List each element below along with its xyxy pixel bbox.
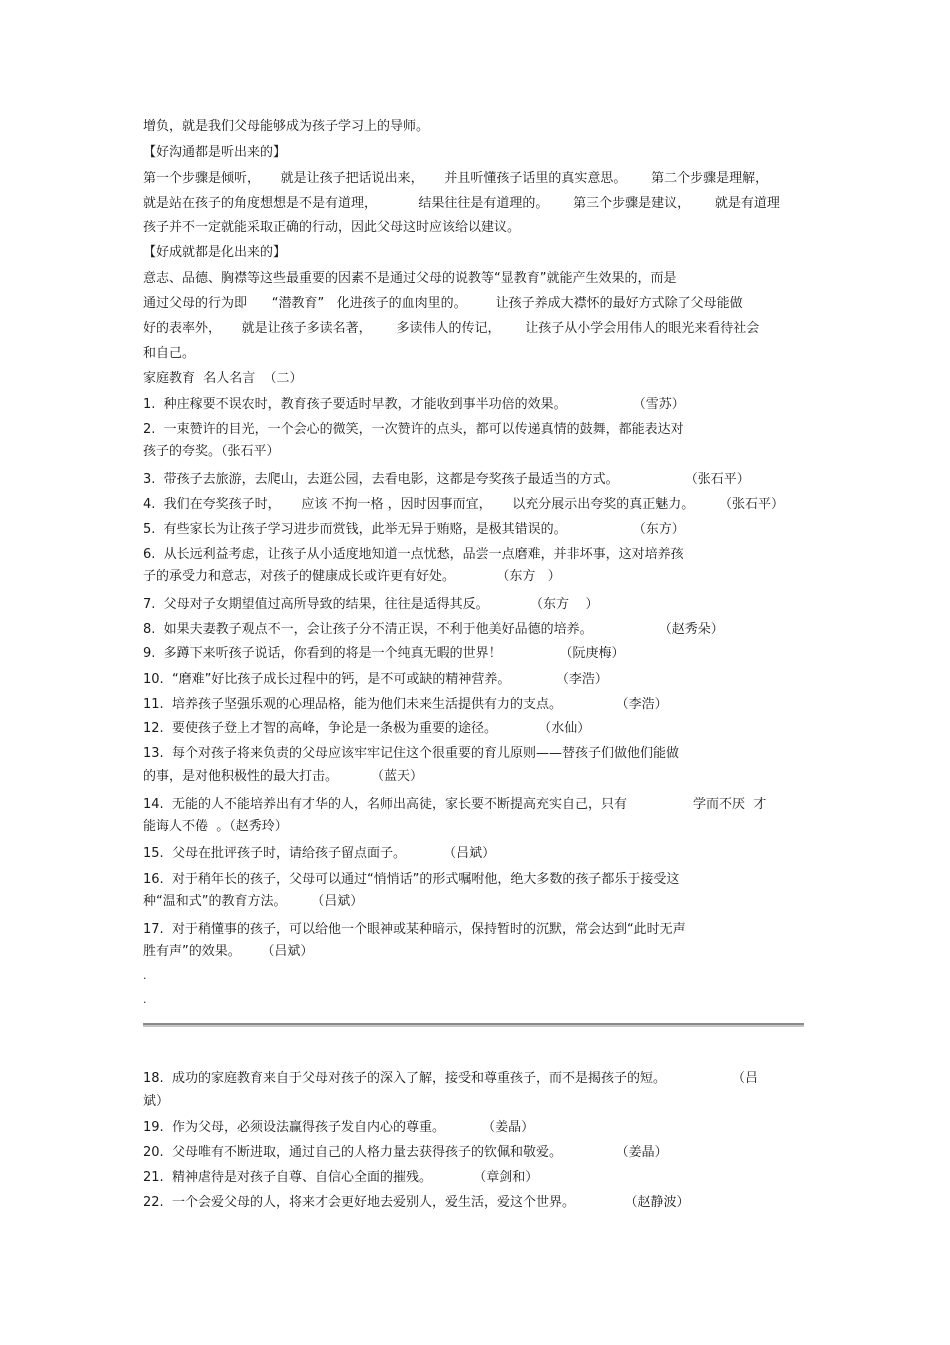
quote-item: 10. “磨难”好比孩子成长过程中的钙，是不可或缺的精神营养。 （李浩）: [143, 672, 608, 687]
quote-item: 5. 有些家长为让孩子学习进步而赏钱，此举无异于贿赂，是极其错误的。 （东方）: [143, 522, 685, 537]
page-divider: [143, 1023, 804, 1027]
quote-item-continued: 能诲人不倦 。（赵秀玲）: [143, 819, 288, 834]
quote-item: 19. 作为父母，必须设法赢得孩子发自内心的尊重。 （姜晶）: [143, 1120, 535, 1135]
quote-item: 15. 父母在批评孩子时，请给孩子留点面子。 （吕斌）: [143, 846, 496, 861]
quote-item: 4. 我们在夸奖孩子时， 应该 不拘一格 ，因时因事而宜， 以充分展示出夸奖的真正魅力。 （张石平）: [143, 497, 785, 512]
end-mark: .: [143, 969, 147, 982]
quote-item: 14. 无能的人不能培养出有才华的人，名师出高徒，家长要不断提高充实自己，只有 学而不厌 才: [143, 797, 767, 812]
quote-item: 1. 种庄稼要不误农时，教育孩子要适时早教，才能收到事半功倍的效果。 （雪苏）: [143, 397, 685, 412]
quote-item: 2. 一束赞许的目光，一个会心的微笑，一次赞许的点头，都可以传递真情的鼓舞，都能表达对: [143, 422, 684, 437]
section-heading: 【好沟通都是听出来的】: [143, 145, 287, 160]
quote-item: 7. 父母对子女期望值过高所导致的结果，往往是适得其反。 （东方 ）: [143, 597, 599, 612]
quote-item: 12. 要使孩子登上才智的高峰，争论是一条极为重要的途径。 （水仙）: [143, 721, 591, 736]
text-line: 好的表率外， 就是让孩子多读名著， 多读伟人的传记， 让孩子从小学会用伟人的眼光来看待社会: [143, 321, 760, 336]
quote-item-continued: 斌）: [143, 1094, 170, 1109]
quote-item: 17. 对于稍懂事的孩子，可以给他一个眼神或某种暗示，保持暂时的沉默，常会达到“此时无声: [143, 922, 686, 937]
end-mark: .: [143, 993, 147, 1006]
text-line: 增负，就是我们父母能够成为孩子学习上的导师。: [143, 119, 430, 134]
section-heading: 【好成就都是化出来的】: [143, 245, 287, 260]
quote-item-continued: 孩子的夸奖。（张石平）: [143, 444, 280, 459]
quote-item-continued: 子的承受力和意志，对孩子的健康成长或许更有好处。 （东方 ）: [143, 569, 561, 584]
quote-item: 18. 成功的家庭教育来自于父母对孩子的深入了解，接受和尊重孩子，而不是揭孩子的短。 （吕: [143, 1071, 759, 1086]
quote-item: 9. 多蹲下来听孩子说话，你看到的将是一个纯真无暇的世界！ （阮庚梅）: [143, 646, 625, 661]
quote-item: 6. 从长远利益考虑，让孩子从小适度地知道一点忧愁，品尝一点磨难，并非坏事，这对培养孩: [143, 547, 684, 562]
section-heading: 家庭教育 名人名言 （二）: [143, 371, 303, 386]
quote-item: 8. 如果夫妻教子观点不一，会让孩子分不清正误，不利于他美好品德的培养。 （赵秀朵）: [143, 622, 724, 637]
quote-item: 3. 带孩子去旅游，去爬山，去逛公园，去看电影，这都是夸奖孩子最适当的方式。 （张石平）: [143, 472, 750, 487]
text-line: 孩子并不一定就能采取正确的行动，因此父母这时应该给以建议。: [143, 220, 521, 235]
text-line: 和自己。: [143, 346, 196, 361]
quote-item-continued: 种“温和式”的教育方法。 （吕斌）: [143, 894, 364, 909]
quote-item: 16. 对于稍年长的孩子，父母可以通过“悄悄话”的形式嘱咐他，绝大多数的孩子都乐于接受这: [143, 872, 680, 887]
quote-item: 13. 每个对孩子将来负责的父母应该牢牢记住这个很重要的育儿原则——替孩子们做他们能做: [143, 746, 679, 761]
text-line: 意志、品德、胸襟等这些最重要的因素不是通过父母的说教等“显教育”就能产生效果的，而是: [143, 271, 677, 286]
text-line: 就是站在孩子的角度想想是不是有道理， 结果往往是有道理的。 第三个步骤是建议， 就是有道理: [143, 196, 780, 211]
text-line: 通过父母的行为即 “潜教育” 化进孩子的血肉里的。 让孩子养成大襟怀的最好方式除了父母能做: [143, 296, 743, 311]
quote-item: 11. 培养孩子坚强乐观的心理品格，能为他们未来生活提供有力的支点。 （李浩）: [143, 697, 668, 712]
quote-item-continued: 胜有声”的效果。 （吕斌）: [143, 944, 314, 959]
quote-item: 22. 一个会爱父母的人，将来才会更好地去爱别人，爱生活，爱这个世界。 （赵静波）: [143, 1195, 690, 1210]
quote-item-continued: 的事，是对他积极性的最大打击。 （蓝天）: [143, 769, 424, 784]
quote-item: 21. 精神虐待是对孩子自尊、自信心全面的摧残。 （章剑和）: [143, 1170, 539, 1185]
quote-item: 20. 父母唯有不断进取，通过自己的人格力量去获得孩子的钦佩和敬爱。 （姜晶）: [143, 1145, 668, 1160]
text-line: 第一个步骤是倾听， 就是让孩子把话说出来， 并且听懂孩子话里的真实意思。 第二个步骤是理解，: [143, 171, 769, 186]
